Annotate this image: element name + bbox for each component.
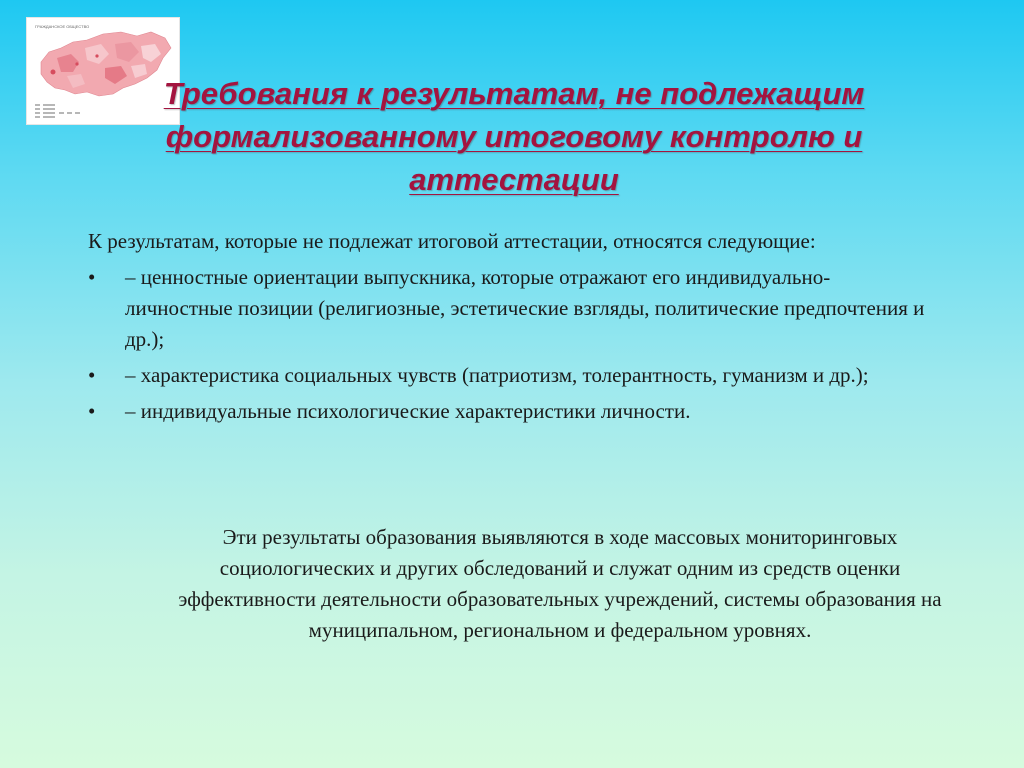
bullet-marker: • [88,399,96,423]
closing-paragraph: Эти результаты образования выявляются в ходе массовых мониторинговых социологических и других обследований и служат одним из средств оценки эффективности деятельности образовательных учреждений, системы образования на муниципальном, региональном и федеральном уровнях. [178,525,942,642]
bullet-text: – ценностные ориентации выпускника, которые отражают его индивидуально-личностные позиции (религиозные, эстетические взгляды, политические предпочтения и др.); [125,265,925,351]
thumbnail-caption: ГРАЖДАНСКОЕ ОБЩЕСТВО [35,24,90,29]
content-body [88,226,928,432]
slide-title: Требования к результатам, не подлежащим формализованному итоговому контролю и аттестации [163,76,865,197]
bullet-marker: • [88,363,96,387]
bullet-text: – индивидуальные психологические характеристики личности. [125,399,691,423]
bullet-text: – характеристика социальных чувств (патриотизм, толерантность, гуманизм и др.); [125,363,869,387]
intro-paragraph: К результатам, которые не подлежат итоговой аттестации, относятся следующие: [88,229,816,253]
bullet-item [88,262,928,355]
bullet-item [88,360,928,391]
bullet-item [88,396,928,427]
bullet-marker: • [88,265,96,289]
